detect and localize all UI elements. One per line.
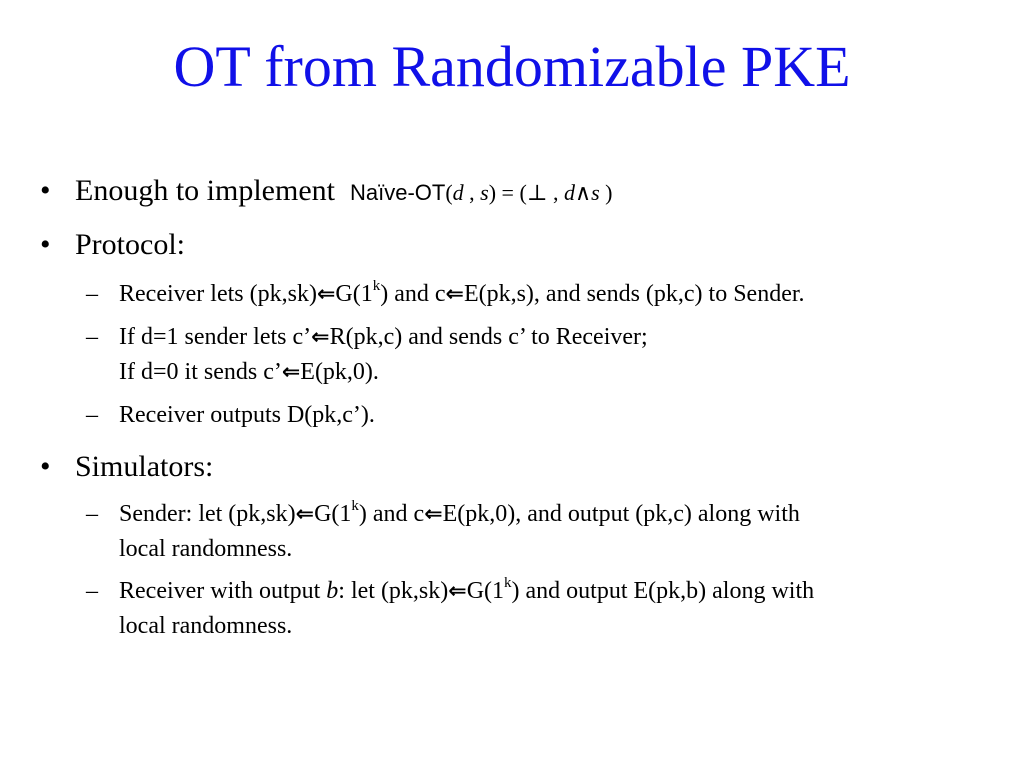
left-arrow-icon: ⇐: [424, 502, 443, 527]
item-text: Receiver outputs D(pk,c’).: [119, 402, 375, 428]
bullet-marker: •: [40, 228, 51, 261]
item-text: Receiver lets (pk,sk)⇐G(1$^k$) and c⇐E(pk,s), and sends (pk,c) to Sender.: [119, 278, 805, 307]
dash-marker: –: [86, 402, 98, 428]
bullet-marker: •: [40, 174, 51, 207]
dash-marker: –: [86, 324, 98, 350]
item-text: Sender: let (pk,sk)⇐G(1$^k$) and c⇐E(pk,0), and output (pk,c) along with local randomness.: [119, 498, 800, 562]
left-arrow-icon: ⇐: [281, 360, 301, 385]
bullet-text: Enough to implement Naïve-OT(d , s) = (⊥ , d∧s ): [75, 174, 613, 207]
left-arrow-icon: ⇐: [448, 579, 467, 604]
left-arrow-icon: ⇐: [316, 282, 336, 307]
bullet-text: Protocol:: [75, 228, 185, 261]
slide-title: OT from Randomizable PKE: [173, 34, 851, 99]
dash-marker: –: [86, 501, 98, 527]
item-text: Receiver with output b: let (pk,sk)⇐G(1$^k$) and output E(pk,b) along with local randomness.: [119, 575, 815, 639]
bullet-marker: •: [40, 450, 51, 483]
naive-ot-label: Naïve-OT: [349, 180, 446, 205]
dash-marker: –: [86, 578, 98, 604]
formula: (d , s) = (⊥ , d∧s ): [445, 180, 613, 205]
dash-marker: –: [86, 281, 98, 307]
left-arrow-icon: ⇐: [295, 502, 315, 527]
left-arrow-icon: ⇐: [311, 325, 330, 350]
left-arrow-icon: ⇐: [445, 282, 464, 307]
bullet-text: Simulators:: [75, 450, 214, 483]
item-text: If d=1 sender lets c’⇐R(pk,c) and sends c’ to Receiver; If d=0 it sends c’⇐E(pk,0).: [119, 324, 648, 385]
